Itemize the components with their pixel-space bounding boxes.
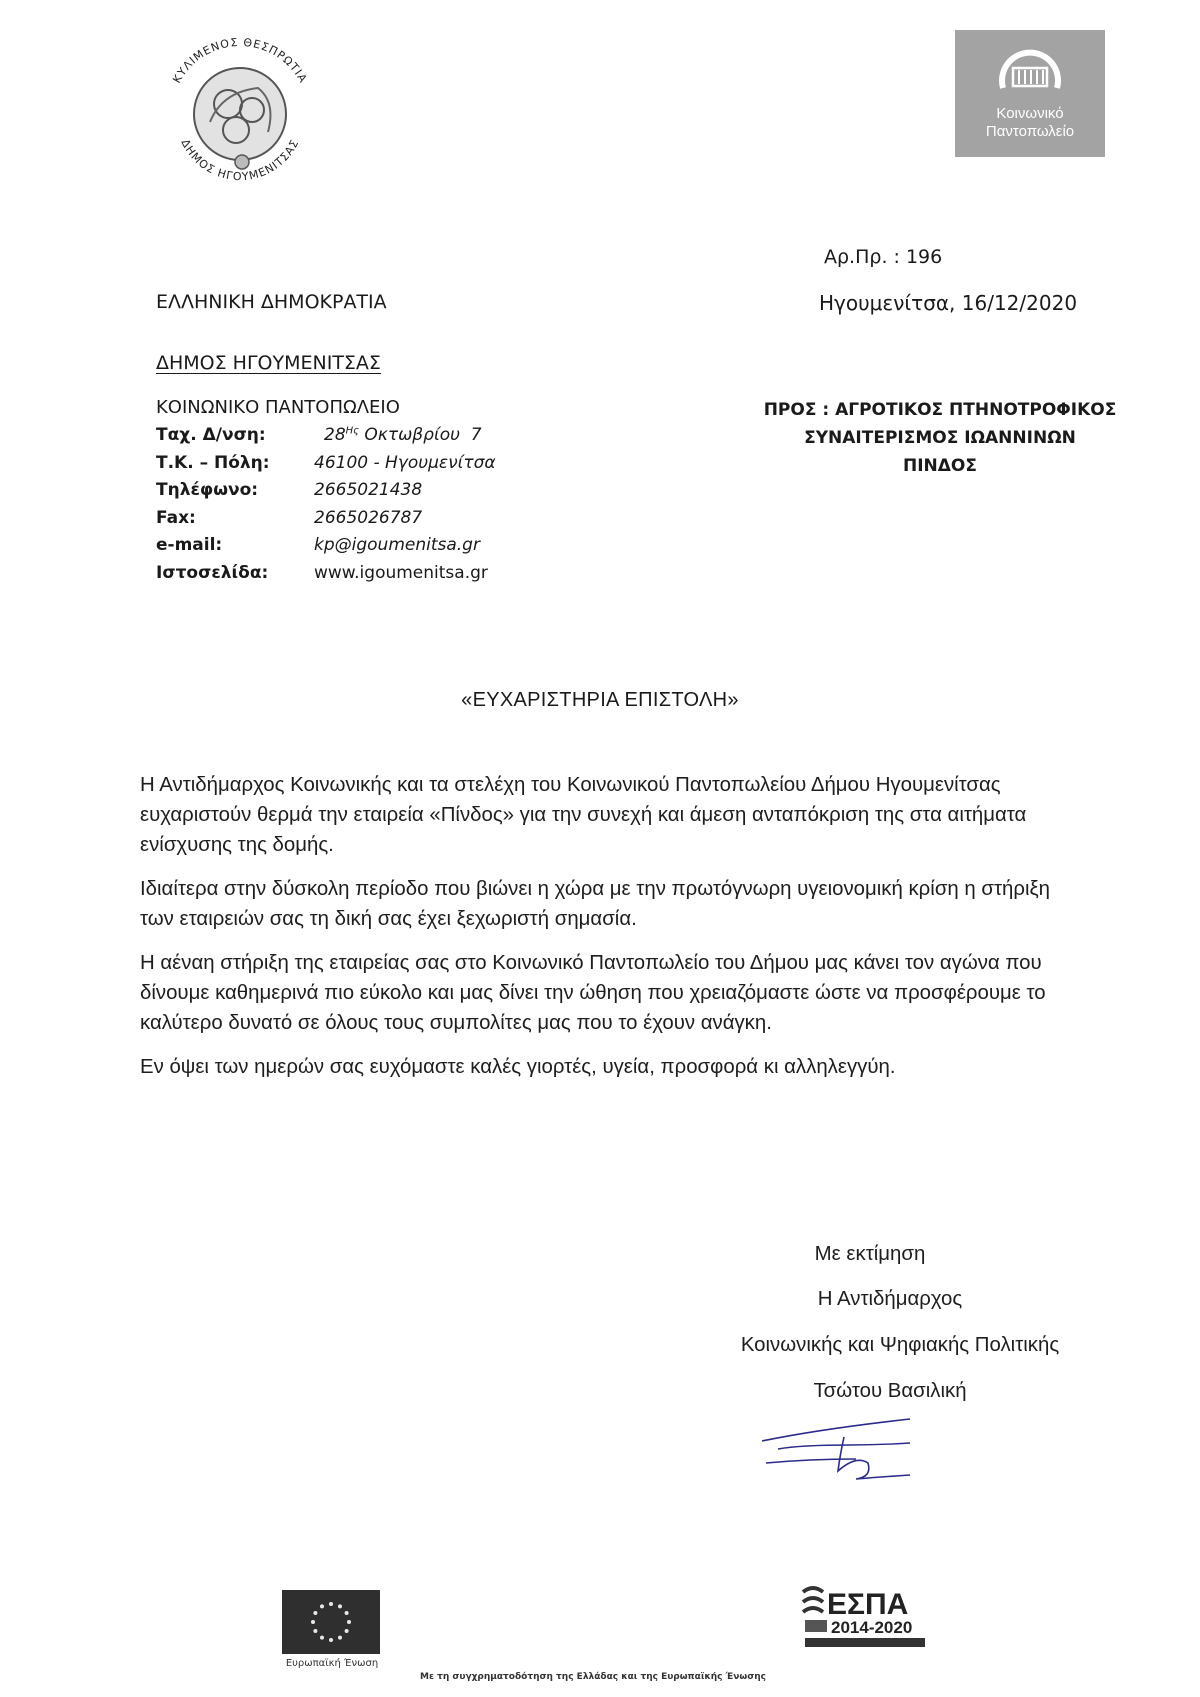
phone-label: Τηλέφωνο: — [156, 480, 259, 500]
eu-flag-icon — [282, 1590, 380, 1654]
web-label: Ιστοσελίδα: — [156, 562, 269, 583]
closing-role: Η Αντιδήμαρχος — [817, 1288, 963, 1310]
email-label: e-mail: — [156, 535, 223, 555]
basket-icon — [955, 30, 1105, 157]
recipient-block — [700, 396, 1180, 480]
seal-graphic — [150, 22, 330, 202]
paragraph-3: Η αέναη στήριξη της εταιρείας σας στο Κοινωνικό Παντοπωλείο του Δήμου μας κάνει τον αγώνα που δίνουμε καθημερινά πιο εύκολο και μας δίνει την ώθηση που χρειαζόμαστε ώστε να προσφέρουμε το καλύτερο δυνατό σε όλους τους συμπολίτες μας που το έχουν ανάγκη. — [140, 952, 1046, 1034]
closing-department: Κοινωνικής και Ψηφιακής Πολιτικής — [740, 1334, 1060, 1356]
address-ordinal: Ης — [345, 425, 360, 437]
address-number: 28 — [324, 425, 346, 445]
municipality-heading: ΔΗΜΟΣ ΗΓΟΥΜΕΝΙΤΣΑΣ — [156, 352, 381, 374]
espa-title: ΕΣΠΑ — [827, 1588, 909, 1621]
email-value: kp@igoumenitsa.gr — [314, 535, 480, 555]
fax-label: Fax: — [156, 507, 196, 528]
republic-heading: ΕΛΛΗΝΙΚΗ ΔΗΜΟΚΡΑΤΙΑ — [156, 291, 387, 313]
municipality-seal — [150, 22, 330, 202]
office-heading: ΚΟΙΝΩΝΙΚΟ ΠΑΝΤΟΠΩΛΕΙΟ — [156, 397, 400, 418]
address-value — [324, 425, 482, 445]
paragraph-2: Ιδιαίτερα στην δύσκολη περίοδο που βιώνει η χώρα με την πρωτόγνωρη υγειονομική κρίση η στήριξη των εταιρειών σας τη δική σας έχει ξεχωριστή σημασία. — [140, 878, 1050, 930]
social-grocery-logo — [955, 30, 1105, 157]
paragraph-1: Η Αντιδήμαρχος Κοινωνικής και τα στελέχη του Κοινωνικού Παντοπωλείου Δήμου Ηγουμενίτσας ευχαριστούν θερμά την εταιρεία «Πίνδος» για την συνεχή και άμεση ανταπόκριση της στα αιτήματα ενίσχυσης της δομής. — [140, 774, 1027, 856]
letter-date: Ηγουμενίτσα, 16/12/2020 — [819, 291, 1078, 315]
handwritten-signature — [760, 1415, 960, 1485]
closing-regards: Με εκτίμηση — [814, 1243, 926, 1265]
address-label: Ταχ. Δ/νση: — [156, 425, 266, 445]
fax-value: 2665026787 — [314, 507, 423, 528]
address-street: Οκτωβρίου 7 — [359, 425, 482, 445]
eu-caption: Ευρωπαϊκή Ένωση — [285, 1658, 379, 1669]
letter-title: «ΕΥΧΑΡΙΣΤΗΡΙΑ ΕΠΙΣΤΟΛΗ» — [461, 689, 739, 711]
recipient-line-2: ΣΥΝΑΙΤΕΡΙΣΜΟΣ ΙΩΑΝΝΙΝΩΝ — [804, 428, 1076, 448]
logo-line-1: Κοινωνικό — [996, 105, 1064, 122]
espa-logo — [795, 1580, 935, 1660]
letter-body — [140, 770, 1080, 1096]
recipient-line-3: ΠΙΝΔΟΣ — [902, 456, 977, 476]
phone-value: 2665021438 — [314, 480, 423, 500]
cofunding-note: Με τη συγχρηματοδότηση της Ελλάδας και της Ευρωπαϊκής Ένωσης — [420, 1672, 766, 1682]
espa-years: 2014-2020 — [831, 1618, 913, 1637]
logo-line-2: Παντοπωλείο — [985, 123, 1075, 140]
postal-label: Τ.Κ. – Πόλη: — [156, 452, 270, 473]
postal-value: 46100 - Ηγουμενίτσα — [314, 452, 496, 473]
seal-bottom-text: ΔΗΜΟΣ ΗΓΟΥΜΕΝΙΤΣΑΣ — [178, 137, 302, 184]
seal-top-text: ΚΥΛΙΜΕΝΟΣ ΘΕΣΠΡΩΤΙΑ — [170, 35, 310, 86]
signatory-name: Τσώτου Βασιλική — [813, 1380, 967, 1402]
protocol-number: Αρ.Πρ. : 196 — [824, 246, 943, 268]
recipient-line-1: ΠΡΟΣ : ΑΓΡΟΤΙΚΟΣ ΠΤΗΝΟΤΡΟΦΙΚΟΣ — [763, 400, 1117, 420]
paragraph-4: Εν όψει των ημερών σας ευχόμαστε καλές γιορτές, υγεία, προσφορά κι αλληλεγγύη. — [140, 1056, 896, 1078]
web-value: www.igoumenitsa.gr — [314, 562, 488, 583]
